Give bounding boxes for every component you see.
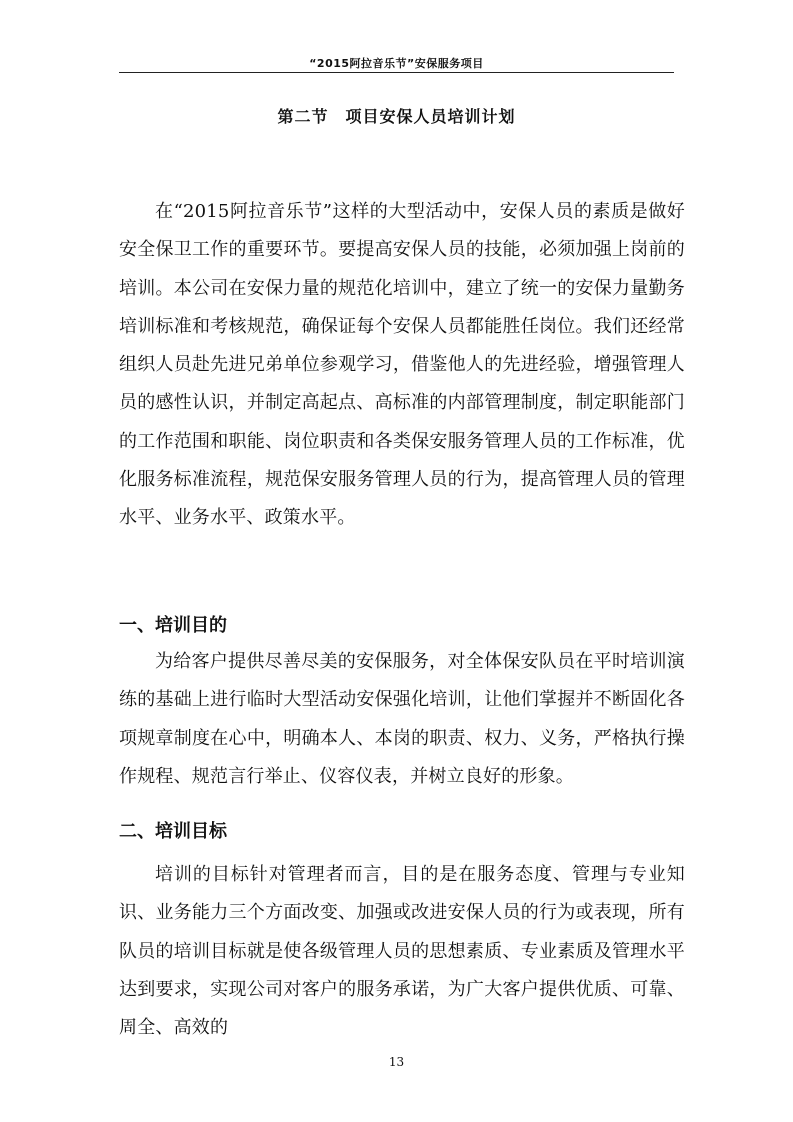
page-number: 13 [388,1055,405,1069]
training-goals-paragraph: 培训的目标针对管理者而言，目的是在服务态度、管理与专业知识、业务能力三个方面改变、加强或改进安保人员的行为或表现，所有队员的培训目标就是使各级管理人员的思想素质、专业素质及管理水平达到要求，实现公司对客户的服务承诺，为广大客户提供优质、可靠、周全、高效的 [119,864,685,1039]
heading-training-purpose: 一、培训目的 [119,615,227,636]
running-header-title: “2015阿拉音乐节”安保服务项目 [309,57,484,70]
running-header [119,52,674,73]
intro-paragraph: 在“2015阿拉音乐节”这样的大型活动中，安保人员的素质是做好安全保卫工作的重要环节。要提高安保人员的技能，必须加强上岗前的培训。本公司在安保力量的规范化培训中，建立了统一的安保力量勤务培训标准和考核规范，确保证每个安保人员都能胜任岗位。我们还经常组织人员赴先进兄弟单位参观学习，借鉴他人的先进经验，增强管理人员的感性认识，并制定高起点、高标准的内部管理制度，制定职能部门的工作范围和职能、岗位职责和各类保安服务管理人员的工作标准，优化服务标准流程，规范保安服务管理人员的行为，提高管理人员的管理水平、业务水平、政策水平。 [119,201,685,529]
training-purpose-paragraph: 为给客户提供尽善尽美的安保服务，对全体保安队员在平时培训演练的基础上进行临时大型活动安保强化培训，让他们掌握并不断固化各项规章制度在心中，明确本人、本岗的职责、权力、义务，严格执行操作规程、规范言行举止、仪容仪表，并树立良好的形象。 [119,651,685,787]
heading-training-goals: 二、培训目标 [119,821,227,842]
section-title: 第二节 项目安保人员培训计划 [277,107,516,126]
